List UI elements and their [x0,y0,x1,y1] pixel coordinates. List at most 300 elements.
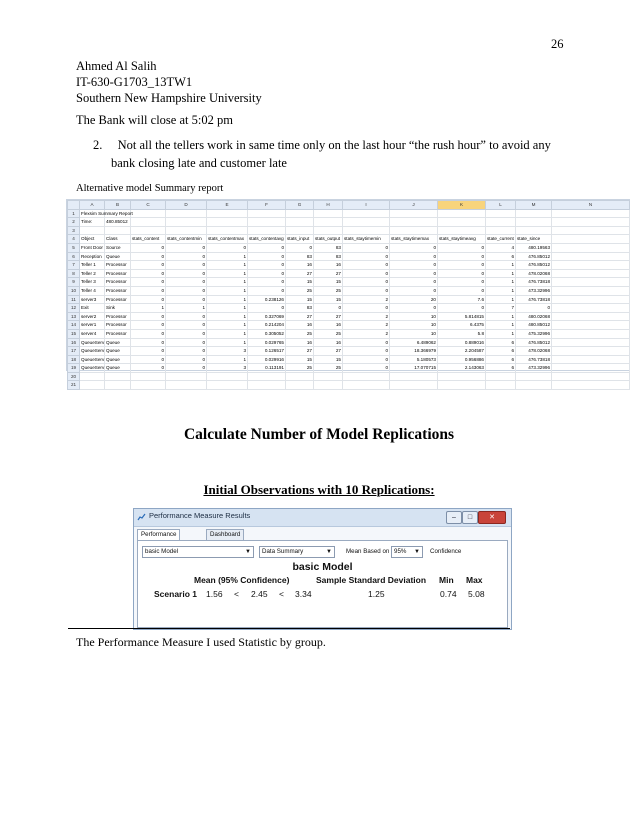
table-cell[interactable]: 15 [314,278,343,287]
table-cell[interactable]: 0 [390,261,438,270]
table-cell[interactable]: 0 [343,252,390,261]
row-number[interactable]: 7 [68,261,80,270]
column-header[interactable]: D [166,201,207,210]
table-cell[interactable]: 25 [314,364,343,373]
table-cell[interactable]: 0 [390,304,438,313]
table-cell[interactable] [390,226,438,235]
table-cell[interactable]: 0.029916 [248,355,286,364]
table-cell[interactable]: 1 [486,329,516,338]
table-cell[interactable] [390,372,438,381]
table-cell[interactable] [390,218,438,227]
table-cell[interactable]: 0 [131,329,166,338]
column-header[interactable]: C [131,201,166,210]
close-button[interactable]: ✕ [478,511,506,524]
column-header[interactable]: E [207,201,248,210]
table-cell[interactable]: 0 [248,252,286,261]
model-select[interactable] [142,546,254,558]
table-cell[interactable] [552,286,630,295]
table-cell[interactable] [438,209,486,218]
table-cell[interactable]: Processor [105,286,131,295]
table-cell[interactable]: Processor [105,295,131,304]
table-cell[interactable]: 20 [390,295,438,304]
table-cell[interactable] [131,381,166,390]
table-cell[interactable] [516,226,552,235]
table-cell[interactable]: 476.73818 [516,355,552,364]
table-cell[interactable]: 1 [207,261,248,270]
row-number[interactable]: 18 [68,355,80,364]
table-cell[interactable]: 27 [314,347,343,356]
table-cell[interactable]: 2 [343,295,390,304]
table-cell[interactable] [166,209,207,218]
table-cell[interactable]: 1 [207,286,248,295]
table-cell[interactable] [486,226,516,235]
row-number[interactable]: 6 [68,252,80,261]
table-cell[interactable] [343,372,390,381]
table-cell[interactable]: 2.204587 [438,347,486,356]
column-header[interactable]: A [80,201,105,210]
table-cell[interactable]: 480.02068 [516,312,552,321]
table-cell[interactable]: 0 [131,338,166,347]
table-cell[interactable]: Queue [105,252,131,261]
table-cell[interactable]: 0 [166,286,207,295]
table-cell[interactable]: 0 [343,269,390,278]
table-cell[interactable] [248,218,286,227]
maximize-button[interactable]: □ [462,511,478,524]
row-number[interactable]: 17 [68,347,80,356]
table-cell[interactable]: QueueServ [80,338,105,347]
table-cell[interactable]: Queue [105,355,131,364]
table-cell[interactable]: 15 [314,295,343,304]
table-cell[interactable]: Reception [80,252,105,261]
table-cell[interactable]: 6 [486,252,516,261]
table-cell[interactable]: 0 [516,304,552,313]
table-cell[interactable]: 0.214204 [248,321,286,330]
table-cell[interactable]: 0 [131,286,166,295]
table-cell[interactable]: 0 [166,355,207,364]
table-cell[interactable]: 0 [166,278,207,287]
table-cell[interactable]: 5.814815 [438,312,486,321]
table-cell[interactable]: 15 [286,355,314,364]
table-cell[interactable]: 0 [166,347,207,356]
table-cell[interactable]: 1 [486,269,516,278]
table-cell[interactable]: 1 [207,278,248,287]
table-cell[interactable]: 0 [438,304,486,313]
table-cell[interactable]: 0 [343,338,390,347]
table-cell[interactable]: stats_staytimemin [343,235,390,244]
table-cell[interactable]: stats_contentavg [248,235,286,244]
table-cell[interactable]: Processor [105,269,131,278]
table-cell[interactable]: 16 [314,321,343,330]
table-cell[interactable] [207,209,248,218]
table-cell[interactable]: stats_content [131,235,166,244]
table-cell[interactable] [552,269,630,278]
table-cell[interactable]: server1 [80,321,105,330]
table-cell[interactable]: stats_contentmax [207,235,248,244]
row-number[interactable]: 21 [68,381,80,390]
table-cell[interactable] [131,372,166,381]
table-cell[interactable] [286,209,314,218]
table-cell[interactable] [248,226,286,235]
table-cell[interactable]: state_current [486,235,516,244]
table-cell[interactable]: 0 [343,355,390,364]
table-cell[interactable]: QueueServ [80,364,105,373]
confidence-select[interactable] [391,546,423,558]
table-cell[interactable]: 2 [343,312,390,321]
table-cell[interactable]: 1 [486,286,516,295]
table-cell[interactable]: 15 [314,355,343,364]
table-cell[interactable]: 1 [486,278,516,287]
table-cell[interactable] [105,381,131,390]
table-cell[interactable]: 1 [166,304,207,313]
table-cell[interactable]: 0 [248,304,286,313]
table-cell[interactable]: 0 [131,295,166,304]
table-cell[interactable]: 0 [131,364,166,373]
table-cell[interactable]: stats_staytimeavg [438,235,486,244]
table-cell[interactable]: Exit [80,304,105,313]
table-cell[interactable]: 1 [207,252,248,261]
table-cell[interactable]: Queue [105,347,131,356]
column-header[interactable]: J [390,201,438,210]
row-number[interactable]: 10 [68,286,80,295]
table-cell[interactable]: 1 [207,355,248,364]
table-cell[interactable]: QueueServ [80,347,105,356]
table-cell[interactable]: 0 [131,355,166,364]
table-cell[interactable]: 0.029765 [248,338,286,347]
table-cell[interactable]: 25 [286,364,314,373]
table-cell[interactable]: 10 [390,329,438,338]
table-cell[interactable]: 0 [438,261,486,270]
table-cell[interactable] [486,218,516,227]
table-cell[interactable]: 0 [166,321,207,330]
table-cell[interactable]: 16 [314,338,343,347]
table-cell[interactable]: Processor [105,278,131,287]
table-cell[interactable]: Sink [105,304,131,313]
table-cell[interactable]: 480.85012 [105,218,131,227]
column-header[interactable]: N [552,201,630,210]
table-cell[interactable]: 2 [343,321,390,330]
table-cell[interactable]: 476.85012 [516,338,552,347]
table-cell[interactable]: 16 [286,321,314,330]
table-cell[interactable]: 0 [343,304,390,313]
table-cell[interactable] [343,218,390,227]
table-cell[interactable]: 5.8 [438,329,486,338]
table-cell[interactable]: 25 [286,286,314,295]
row-number[interactable]: 9 [68,278,80,287]
table-cell[interactable]: 1 [207,312,248,321]
table-cell[interactable]: 18.366979 [390,347,438,356]
table-cell[interactable]: 0.305052 [248,329,286,338]
table-cell[interactable] [438,226,486,235]
table-cell[interactable]: 7 [486,304,516,313]
table-cell[interactable]: 0 [286,243,314,252]
table-cell[interactable]: server2 [80,312,105,321]
table-cell[interactable]: 0 [438,243,486,252]
table-cell[interactable] [80,372,105,381]
column-header[interactable]: F [248,201,286,210]
row-number[interactable]: 11 [68,295,80,304]
table-cell[interactable] [286,218,314,227]
table-cell[interactable] [286,226,314,235]
table-cell[interactable]: 27 [314,312,343,321]
table-cell[interactable]: server3 [80,295,105,304]
table-cell[interactable]: 16 [314,261,343,270]
table-cell[interactable] [166,226,207,235]
table-cell[interactable] [343,226,390,235]
data-select[interactable] [259,546,335,558]
table-cell[interactable] [105,226,131,235]
table-cell[interactable] [552,372,630,381]
table-cell[interactable]: 1 [207,321,248,330]
table-cell[interactable]: 0 [166,261,207,270]
table-cell[interactable]: 1 [486,261,516,270]
table-cell[interactable] [166,381,207,390]
table-cell[interactable]: 0 [166,269,207,278]
table-cell[interactable]: 478.02068 [516,347,552,356]
column-header[interactable]: G [286,201,314,210]
table-cell[interactable] [552,261,630,270]
table-cell[interactable]: 6 [486,347,516,356]
table-cell[interactable] [80,381,105,390]
table-cell[interactable]: 6.489062 [390,338,438,347]
table-cell[interactable]: 0 [131,261,166,270]
table-cell[interactable]: Teller 1 [80,261,105,270]
table-cell[interactable]: 1 [207,338,248,347]
table-cell[interactable]: 0.956886 [438,355,486,364]
tab-performance-measures[interactable]: Performance [137,529,180,540]
table-cell[interactable]: 0 [166,338,207,347]
table-cell[interactable]: Source [105,243,131,252]
table-cell[interactable] [438,381,486,390]
table-cell[interactable]: 0 [390,252,438,261]
table-cell[interactable] [390,381,438,390]
table-cell[interactable] [438,372,486,381]
table-cell[interactable]: 0.238126 [248,295,286,304]
table-cell[interactable]: 480.85012 [516,321,552,330]
table-cell[interactable] [207,372,248,381]
table-cell[interactable] [552,252,630,261]
row-number[interactable]: 15 [68,329,80,338]
table-cell[interactable]: 480.19563 [516,243,552,252]
table-cell[interactable]: 476.85012 [516,261,552,270]
table-cell[interactable] [552,329,630,338]
row-number[interactable]: 1 [68,209,80,218]
table-cell[interactable]: Teller 2 [80,269,105,278]
column-header[interactable]: I [343,201,390,210]
table-cell[interactable]: 0 [248,269,286,278]
table-cell[interactable]: 475.32996 [516,329,552,338]
table-cell[interactable]: 0 [166,243,207,252]
table-cell[interactable]: 1 [486,295,516,304]
table-cell[interactable]: 25 [314,329,343,338]
table-cell[interactable]: 0 [166,364,207,373]
column-header[interactable] [68,201,80,210]
table-cell[interactable] [552,321,630,330]
table-cell[interactable]: 0 [390,269,438,278]
table-cell[interactable]: 0 [207,243,248,252]
row-number[interactable]: 12 [68,304,80,313]
table-cell[interactable]: 0 [131,243,166,252]
table-cell[interactable]: 27 [314,269,343,278]
table-cell[interactable]: 3 [207,347,248,356]
table-cell[interactable]: Class [105,235,131,244]
table-cell[interactable]: Processor [105,261,131,270]
table-cell[interactable]: 17.070715 [390,364,438,373]
table-cell[interactable] [314,218,343,227]
table-cell[interactable]: 0 [248,261,286,270]
table-cell[interactable]: 0 [131,269,166,278]
table-cell[interactable]: 1 [207,295,248,304]
table-cell[interactable] [166,218,207,227]
table-cell[interactable]: 3 [207,364,248,373]
column-header[interactable]: H [314,201,343,210]
table-cell[interactable]: 83 [286,252,314,261]
table-cell[interactable]: 0 [390,243,438,252]
table-cell[interactable] [486,209,516,218]
table-cell[interactable] [207,381,248,390]
table-cell[interactable]: 0 [131,347,166,356]
table-cell[interactable]: 27 [286,347,314,356]
table-cell[interactable]: 1 [207,329,248,338]
table-cell[interactable] [248,209,286,218]
table-cell[interactable]: 15 [286,278,314,287]
table-cell[interactable] [552,304,630,313]
table-cell[interactable]: 83 [286,304,314,313]
table-cell[interactable]: 1 [486,321,516,330]
table-cell[interactable]: 0 [343,347,390,356]
table-cell[interactable] [552,209,630,218]
table-cell[interactable] [390,209,438,218]
table-cell[interactable]: Time: [80,218,105,227]
table-cell[interactable]: 0 [438,278,486,287]
table-cell[interactable]: 6 [486,338,516,347]
table-cell[interactable]: 1 [486,312,516,321]
table-cell[interactable] [248,381,286,390]
row-number[interactable]: 14 [68,321,80,330]
table-cell[interactable]: 478.02068 [516,269,552,278]
tab-dashboard-statistics[interactable]: Dashboard [206,529,244,540]
table-cell[interactable] [286,372,314,381]
table-cell[interactable]: 15 [286,295,314,304]
table-cell[interactable] [166,372,207,381]
table-cell[interactable]: 0 [343,278,390,287]
minimize-button[interactable]: – [446,511,462,524]
table-cell[interactable]: 0.327069 [248,312,286,321]
table-cell[interactable]: 0 [390,278,438,287]
table-cell[interactable]: 0.889016 [438,338,486,347]
row-number[interactable]: 2 [68,218,80,227]
table-cell[interactable] [552,243,630,252]
table-cell[interactable] [286,381,314,390]
table-cell[interactable] [552,347,630,356]
table-cell[interactable]: 0 [314,304,343,313]
table-cell[interactable]: 83 [314,243,343,252]
table-cell[interactable]: 16 [286,261,314,270]
table-cell[interactable] [207,218,248,227]
table-cell[interactable]: 4 [486,243,516,252]
row-number[interactable]: 4 [68,235,80,244]
table-cell[interactable]: 0 [166,329,207,338]
table-cell[interactable]: 6.4375 [438,321,486,330]
table-cell[interactable]: 1 [207,269,248,278]
table-cell[interactable] [343,381,390,390]
table-cell[interactable]: Processor [105,312,131,321]
table-cell[interactable]: 5.180573 [390,355,438,364]
table-cell[interactable] [552,235,630,244]
row-number[interactable]: 13 [68,312,80,321]
table-cell[interactable] [552,226,630,235]
table-cell[interactable]: 0.126517 [248,347,286,356]
row-number[interactable]: 20 [68,372,80,381]
table-cell[interactable]: server4 [80,329,105,338]
row-number[interactable]: 19 [68,364,80,373]
table-cell[interactable] [552,295,630,304]
table-cell[interactable]: 27 [286,269,314,278]
row-number[interactable]: 5 [68,243,80,252]
table-cell[interactable]: 6 [486,355,516,364]
table-cell[interactable] [552,381,630,390]
table-cell[interactable] [314,209,343,218]
table-cell[interactable]: 0 [131,278,166,287]
table-cell[interactable] [207,226,248,235]
table-cell[interactable]: 2.143063 [438,364,486,373]
table-cell[interactable] [552,278,630,287]
table-cell[interactable]: 2 [343,329,390,338]
table-cell[interactable] [516,218,552,227]
table-cell[interactable]: 473.32996 [516,364,552,373]
table-cell[interactable]: 0 [248,243,286,252]
table-cell[interactable]: Queue [105,338,131,347]
table-cell[interactable]: 1 [207,304,248,313]
table-cell[interactable]: 0 [438,252,486,261]
table-cell[interactable] [552,338,630,347]
table-cell[interactable]: Queue [105,364,131,373]
table-cell[interactable] [552,218,630,227]
column-header[interactable]: B [105,201,131,210]
column-header[interactable]: K [438,201,486,210]
table-cell[interactable]: 0 [248,286,286,295]
table-cell[interactable]: 473.32996 [516,286,552,295]
table-cell[interactable]: 0 [248,278,286,287]
table-cell[interactable]: 83 [314,252,343,261]
table-cell[interactable] [552,355,630,364]
table-cell[interactable]: 0 [131,321,166,330]
table-cell[interactable] [343,209,390,218]
table-cell[interactable] [131,218,166,227]
table-cell[interactable]: 25 [314,286,343,295]
table-cell[interactable]: 0 [343,364,390,373]
table-cell[interactable]: Processor [105,329,131,338]
table-cell[interactable]: Teller 3 [80,278,105,287]
table-cell[interactable]: Teller 4 [80,286,105,295]
column-header[interactable]: L [486,201,516,210]
table-cell[interactable]: 476.73818 [516,278,552,287]
table-cell[interactable] [314,372,343,381]
table-cell[interactable] [80,226,105,235]
table-cell[interactable] [438,218,486,227]
table-cell[interactable] [248,372,286,381]
table-cell[interactable] [314,226,343,235]
row-number[interactable]: 16 [68,338,80,347]
table-cell[interactable] [131,209,166,218]
table-cell[interactable]: Processor [105,321,131,330]
table-cell[interactable]: stats_staytimemax [390,235,438,244]
table-cell[interactable]: 27 [286,312,314,321]
table-cell[interactable]: stats_input [286,235,314,244]
column-header[interactable]: M [516,201,552,210]
table-cell[interactable]: 0 [131,312,166,321]
table-cell[interactable]: 6 [486,364,516,373]
table-cell[interactable]: 0 [438,269,486,278]
